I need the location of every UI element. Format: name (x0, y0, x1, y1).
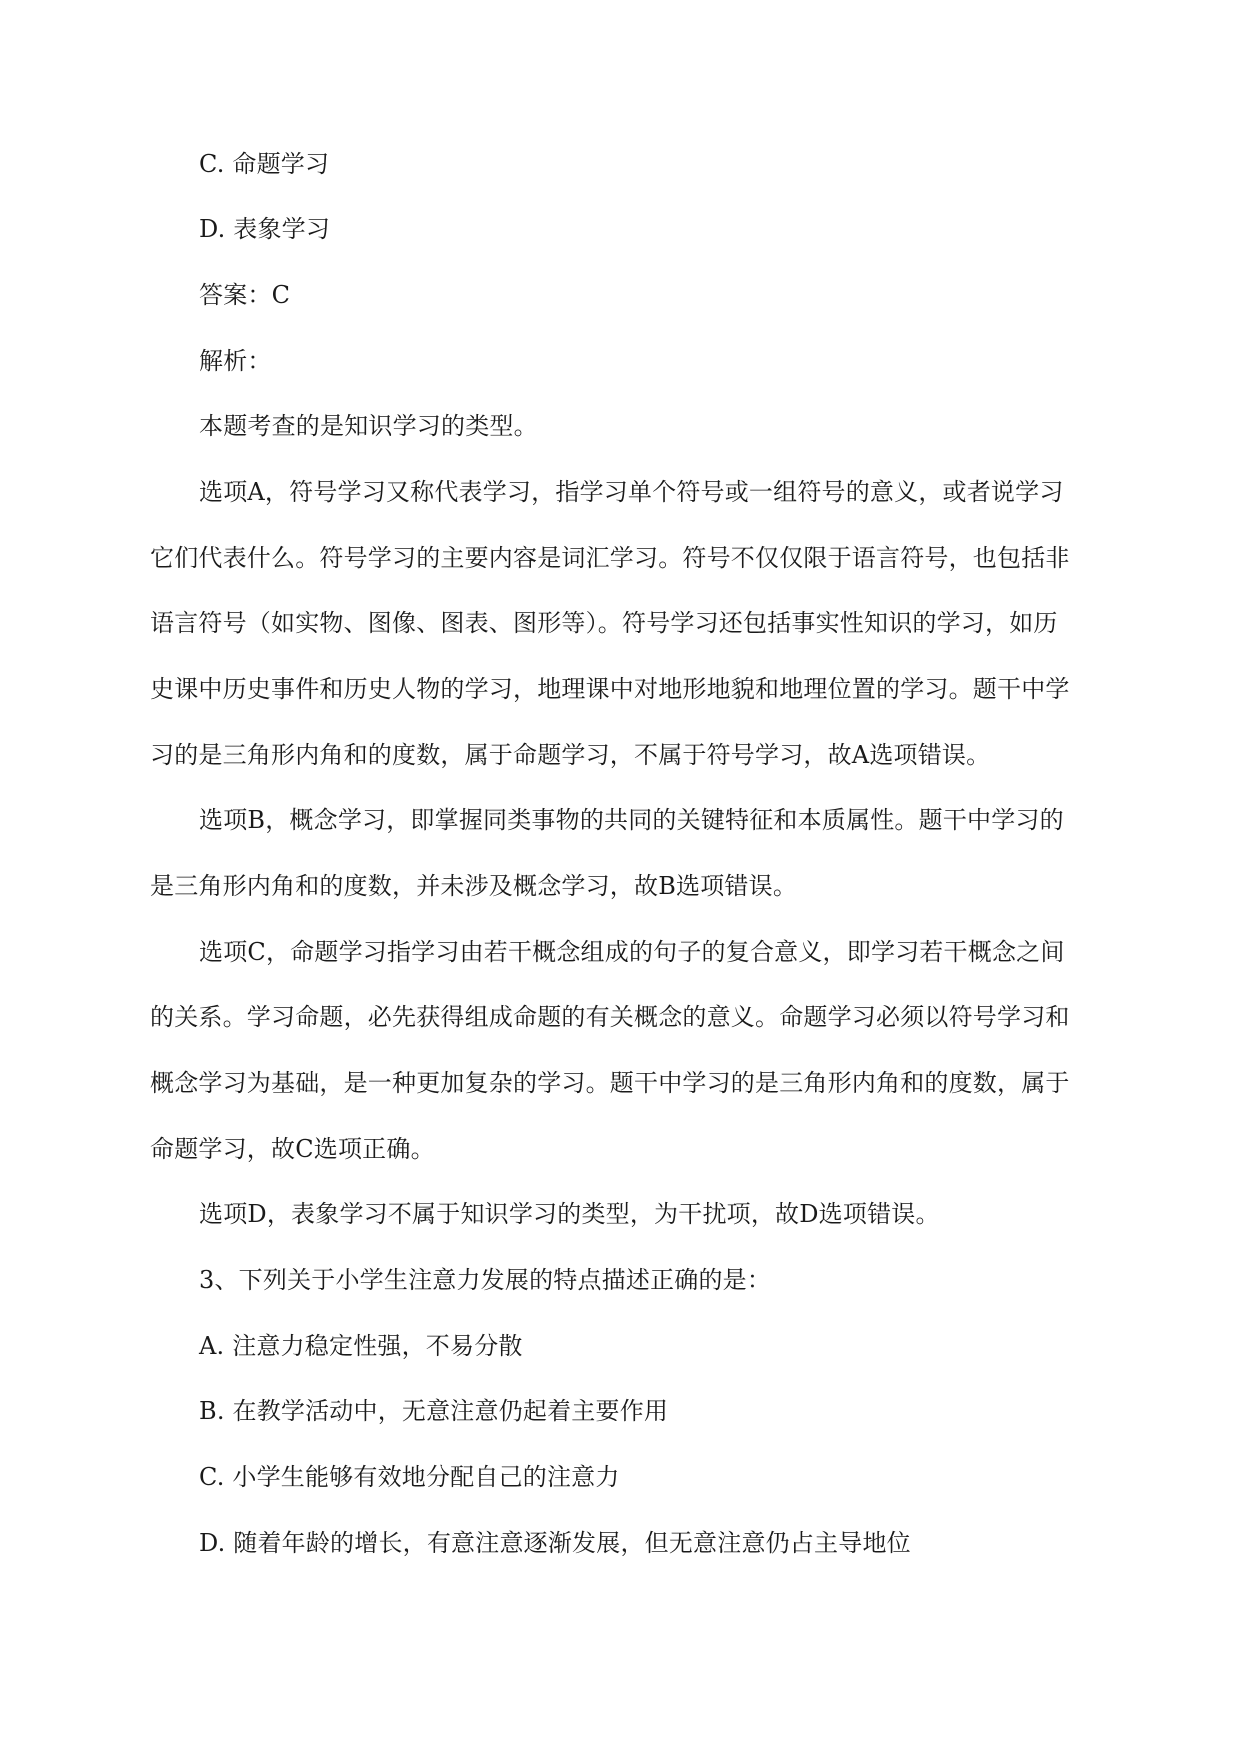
analysis-option-d-line: 选项D，表象学习不属于知识学习的类型，为干扰项，故D选项错误。 (199, 1200, 940, 1228)
analysis-option-c-line-4: 命题学习，故C选项正确。 (150, 1135, 435, 1163)
question-3-option-b: B. 在教学活动中，无意注意仍起着主要作用 (199, 1397, 669, 1425)
question-3-option-a: A. 注意力稳定性强，不易分散 (199, 1332, 523, 1360)
analysis-option-a-line-2: 它们代表什么。符号学习的主要内容是词汇学习。符号不仅仅限于语言符号，也包括非 (150, 544, 1070, 572)
question-3-option-c: C. 小学生能够有效地分配自己的注意力 (199, 1463, 620, 1491)
analysis-option-c-line-1: 选项C，命题学习指学习由若干概念组成的句子的复合意义，即学习若干概念之间 (199, 938, 1065, 966)
analysis-option-c-line-3: 概念学习为基础，是一种更加复杂的学习。题干中学习的是三角形内角和的度数，属于 (150, 1069, 1070, 1097)
analysis-option-c-line-2: 的关系。学习命题，必先获得组成命题的有关概念的意义。命题学习必须以符号学习和 (150, 1003, 1070, 1031)
analysis-heading: 解析： (199, 347, 272, 375)
analysis-option-b-line-1: 选项B，概念学习，即掌握同类事物的共同的关键特征和本质属性。题干中学习的 (199, 806, 1064, 834)
question-3-option-d: D. 随着年龄的增长，有意注意逐渐发展，但无意注意仍占主导地位 (199, 1529, 911, 1557)
analysis-intro: 本题考查的是知识学习的类型。 (199, 412, 538, 440)
analysis-option-a-line-5: 习的是三角形内角和的度数，属于命题学习，不属于符号学习，故A选项错误。 (150, 741, 991, 769)
answer-line: 答案：C (199, 281, 291, 309)
option-d-line: D. 表象学习 (199, 215, 331, 243)
analysis-option-a-line-3: 语言符号（如实物、图像、图表、图形等）。符号学习还包括事实性知识的学习，如历 (150, 609, 1058, 637)
option-c-line: C. 命题学习 (199, 150, 330, 178)
question-3-stem: 3、下列关于小学生注意力发展的特点描述正确的是： (199, 1266, 772, 1294)
analysis-option-a-line-4: 史课中历史事件和历史人物的学习，地理课中对地形地貌和地理位置的学习。题干中学 (150, 675, 1070, 703)
analysis-option-a-line-1: 选项A，符号学习又称代表学习，指学习单个符号或一组符号的意义，或者说学习 (199, 478, 1064, 506)
analysis-option-b-line-2: 是三角形内角和的度数，并未涉及概念学习，故B选项错误。 (150, 872, 798, 900)
